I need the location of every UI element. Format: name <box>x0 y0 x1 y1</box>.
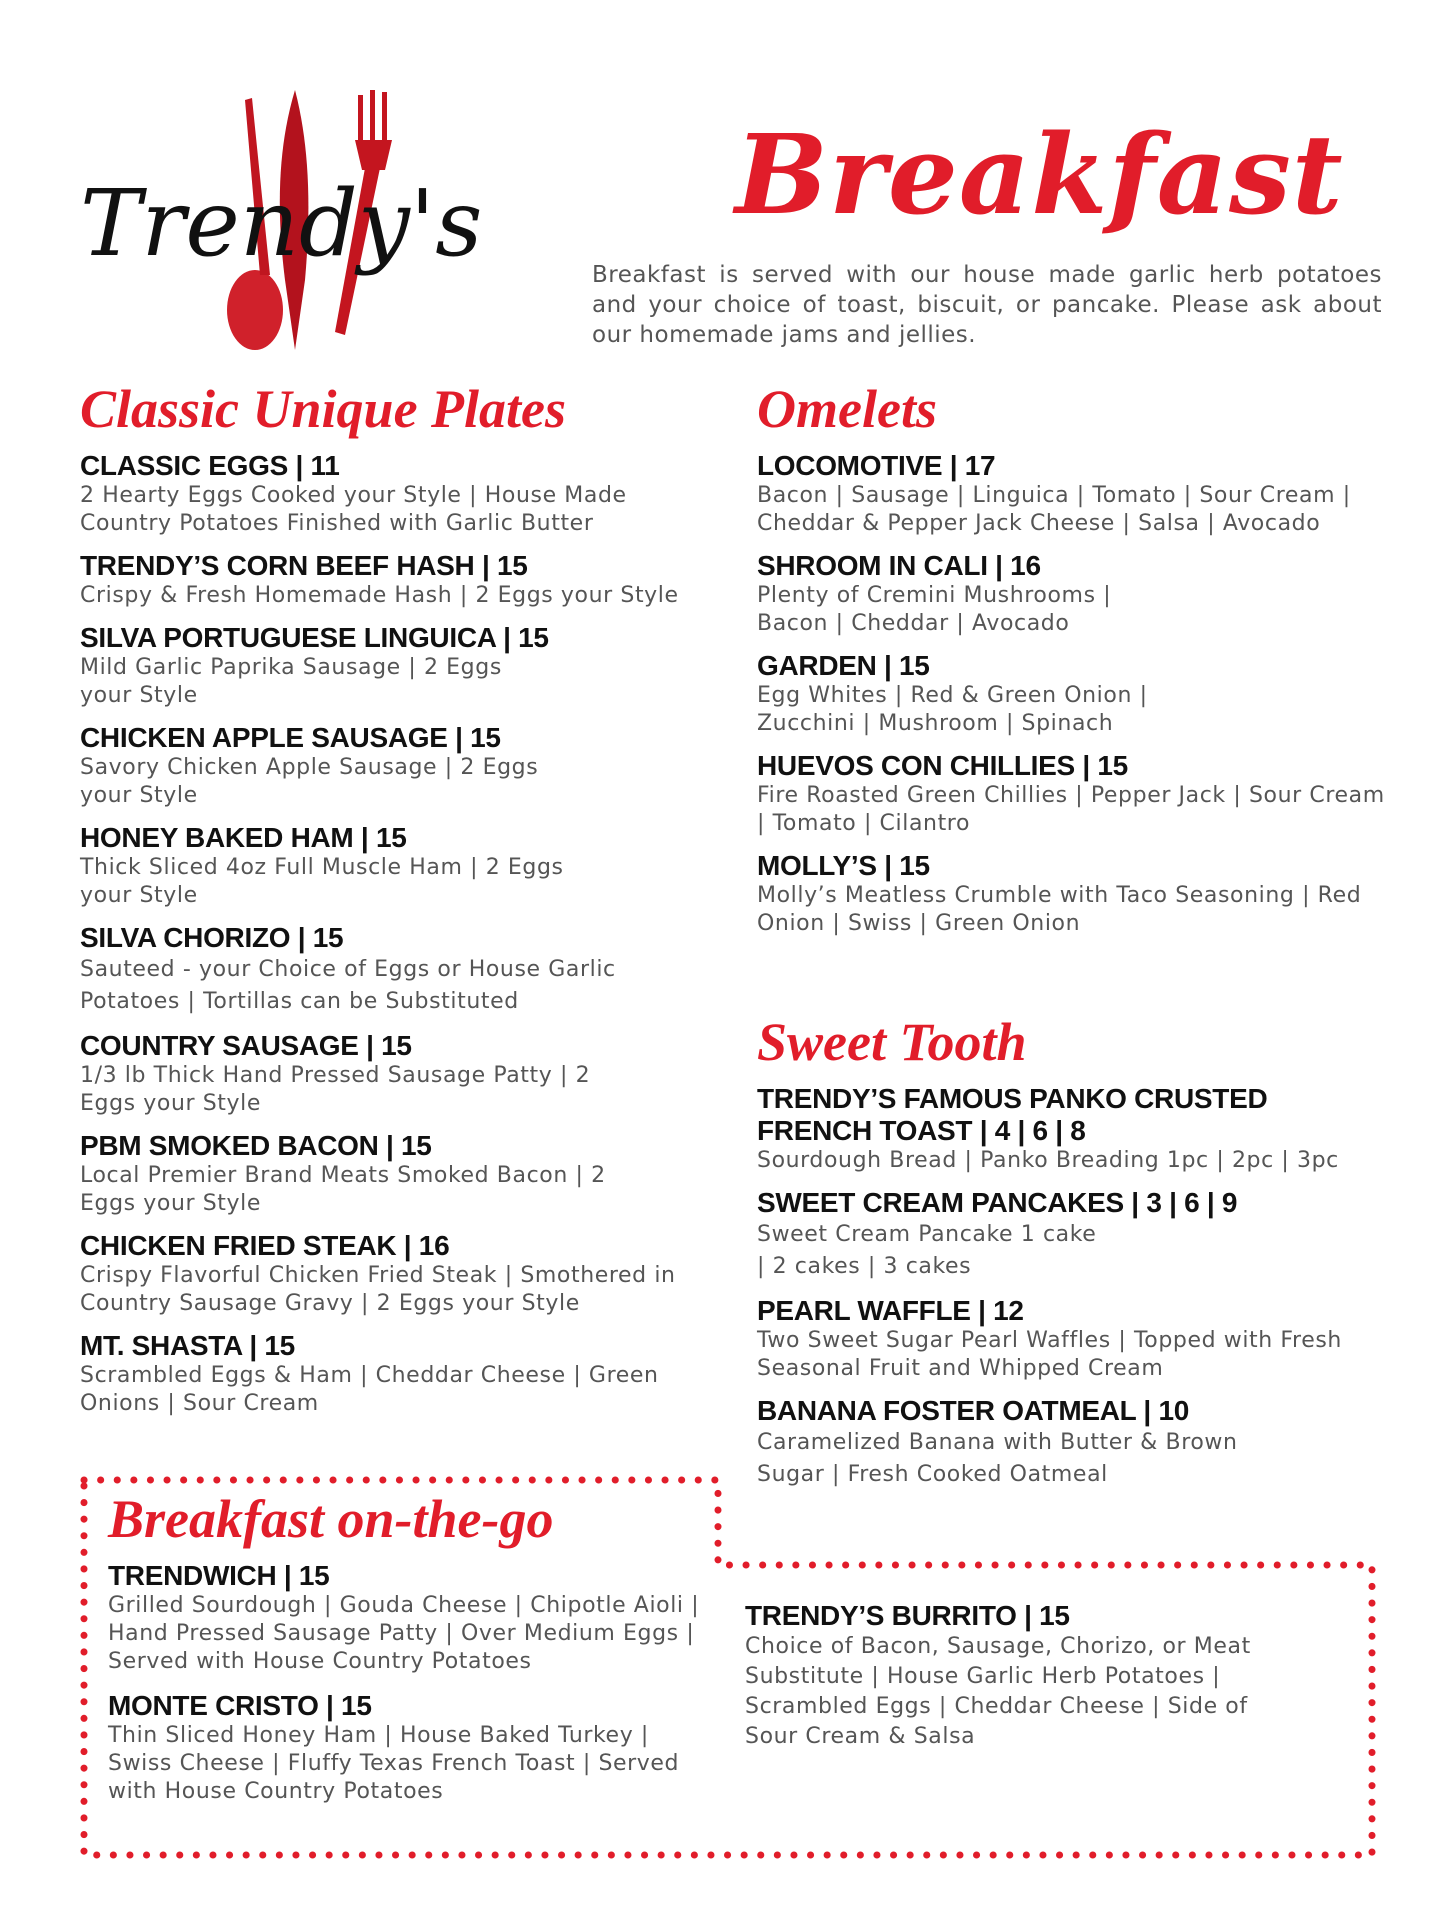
item-description: Crispy & Fresh Homemade Hash | 2 Eggs your Style <box>80 583 679 608</box>
item-name: MONTE CRISTO | 15 <box>108 1690 372 1721</box>
item-name: HUEVOS CON CHILLIES | 15 <box>757 750 1128 781</box>
item-name: TRENDY’S CORN BEEF HASH | 15 <box>80 550 528 581</box>
item-name: COUNTRY SAUSAGE | 15 <box>80 1030 412 1061</box>
menu-item <box>108 1690 708 1806</box>
intro-text: Breakfast is served with our house made garlic herb potatoes and your choice of toast, biscuit, or pancake. Please ask about our homemade jams and jellies. <box>592 262 1382 348</box>
item-description: Sauteed - your Choice of Eggs or House Garlic Potatoes | Tortillas can be Substituted <box>80 957 616 1014</box>
item-name: GARDEN | 15 <box>757 650 930 681</box>
menu-item <box>80 1130 630 1218</box>
menu-item <box>757 850 1387 938</box>
menu-item <box>757 1083 1387 1175</box>
item-description: Crispy Flavorful Chicken Fried Steak | Smothered in Country Sausage Gravy | 2 Eggs your Style <box>80 1263 676 1316</box>
item-description: 2 Hearty Eggs Cooked your Style | House Made Country Potatoes Finished with Garlic Butter <box>80 483 627 536</box>
menu-item <box>757 550 1157 638</box>
utensils-logo <box>80 80 520 360</box>
section-title: Classic Unique Plates <box>80 379 567 439</box>
item-name: CHICKEN APPLE SAUSAGE | 15 <box>80 722 501 753</box>
on-the-go-right-column <box>745 1600 1305 1764</box>
menu-item <box>80 922 640 1018</box>
item-name: SILVA PORTUGUESE LINGUICA | 15 <box>80 622 549 653</box>
menu-item <box>757 450 1387 538</box>
item-description: Two Sweet Sugar Pearl Waffles | Topped with Fresh Seasonal Fruit and Whipped Cream <box>757 1328 1342 1381</box>
item-name: PEARL WAFFLE | 12 <box>757 1295 1024 1326</box>
menu-item <box>80 1030 600 1118</box>
menu-item <box>80 1230 700 1318</box>
section-title: Breakfast on-the-go <box>108 1489 554 1549</box>
menu-item <box>80 722 560 810</box>
page-title: Breakfast <box>735 110 1344 239</box>
menu-item <box>757 750 1387 838</box>
item-description: Savory Chicken Apple Sausage | 2 Eggs your Style <box>80 755 539 808</box>
item-name: MOLLY’S | 15 <box>757 850 930 881</box>
item-name: BANANA FOSTER OATMEAL | 10 <box>757 1395 1189 1426</box>
on-the-go-section <box>108 1489 708 1820</box>
item-description: Thin Sliced Honey Ham | House Baked Turkey | Swiss Cheese | Fluffy Texas French Toast | Served with House Country Potatoes <box>108 1723 680 1804</box>
item-description: Scrambled Eggs & Ham | Cheddar Cheese | Green Onions | Sour Cream <box>80 1363 659 1416</box>
item-description: Molly’s Meatless Crumble with Taco Seasoning | Red Onion | Swiss | Green Onion <box>757 883 1362 936</box>
menu-item <box>108 1560 708 1676</box>
item-description: Fire Roasted Green Chillies | Pepper Jack | Sour Cream | Tomato | Cilantro <box>757 783 1385 836</box>
item-name: HONEY BAKED HAM | 15 <box>80 822 407 853</box>
menu-item <box>80 450 700 538</box>
item-name: TRENDWICH | 15 <box>108 1560 330 1591</box>
menu-item <box>757 1295 1387 1383</box>
menu-item <box>745 1600 1265 1752</box>
item-description: Egg Whites | Red & Green Onion | Zucchini | Mushroom | Spinach <box>757 683 1148 736</box>
menu-item <box>80 822 580 910</box>
item-name: SWEET CREAM PANCAKES | 3 | 6 | 9 <box>757 1187 1238 1218</box>
item-name: SHROOM IN CALI | 16 <box>757 550 1041 581</box>
menu-item <box>757 650 1177 738</box>
menu-item <box>80 622 560 710</box>
item-name: PBM SMOKED BACON | 15 <box>80 1130 432 1161</box>
item-description: Thick Sliced 4oz Full Muscle Ham | 2 Eggs your Style <box>80 855 564 908</box>
item-name: SILVA CHORIZO | 15 <box>80 922 344 953</box>
classic-section <box>80 379 700 1430</box>
item-name: LOCOMOTIVE | 17 <box>757 450 996 481</box>
item-description: Choice of Bacon, Sausage, Chorizo, or Meat Substitute | House Garlic Herb Potatoes | Scrambled Eggs | Cheddar Cheese | Side of Sour Cream & Salsa <box>745 1634 1251 1749</box>
item-description: Caramelized Banana with Butter & Brown Sugar | Fresh Cooked Oatmeal <box>757 1430 1238 1487</box>
menu-item <box>757 1395 1257 1491</box>
item-description: Bacon | Sausage | Linguica | Tomato | Sour Cream | Cheddar & Pepper Jack Cheese | Salsa | Avocado <box>757 483 1351 536</box>
item-description: Grilled Sourdough | Gouda Cheese | Chipotle Aioli | Hand Pressed Sausage Patty | Over Medium Eggs | Served with House Country Potatoes <box>108 1593 700 1674</box>
menu-item <box>757 1187 1238 1283</box>
item-name: CHICKEN FRIED STEAK | 16 <box>80 1230 450 1261</box>
item-name: TRENDY’S BURRITO | 15 <box>745 1600 1070 1631</box>
item-description: Sweet Cream Pancake 1 cake | 2 cakes | 3 cakes <box>757 1222 1097 1279</box>
item-name: MT. SHASTA | 15 <box>80 1330 295 1361</box>
menu-item <box>80 550 700 610</box>
item-description: Local Premier Brand Meats Smoked Bacon | 2 Eggs your Style <box>80 1163 606 1216</box>
item-description: 1/3 lb Thick Hand Pressed Sausage Patty | 2 Eggs your Style <box>80 1063 591 1116</box>
sweet-tooth-section <box>757 1012 1387 1503</box>
omelets-section <box>757 379 1387 950</box>
item-description: Mild Garlic Paprika Sausage | 2 Eggs your Style <box>80 655 502 708</box>
item-description: Sourdough Bread | Panko Breading 1pc | 2pc | 3pc <box>757 1148 1339 1173</box>
item-name: CLASSIC EGGS | 11 <box>80 450 340 481</box>
menu-item <box>80 1330 700 1418</box>
item-name: TRENDY’S FAMOUS PANKO CRUSTED FRENCH TOAST | 4 | 6 | 8 <box>757 1083 1268 1146</box>
section-title: Sweet Tooth <box>757 1012 1027 1072</box>
item-description: Plenty of Cremini Mushrooms | Bacon | Cheddar | Avocado <box>757 583 1112 636</box>
section-title: Omelets <box>757 379 937 439</box>
logo-text: Trendy's <box>80 170 483 277</box>
